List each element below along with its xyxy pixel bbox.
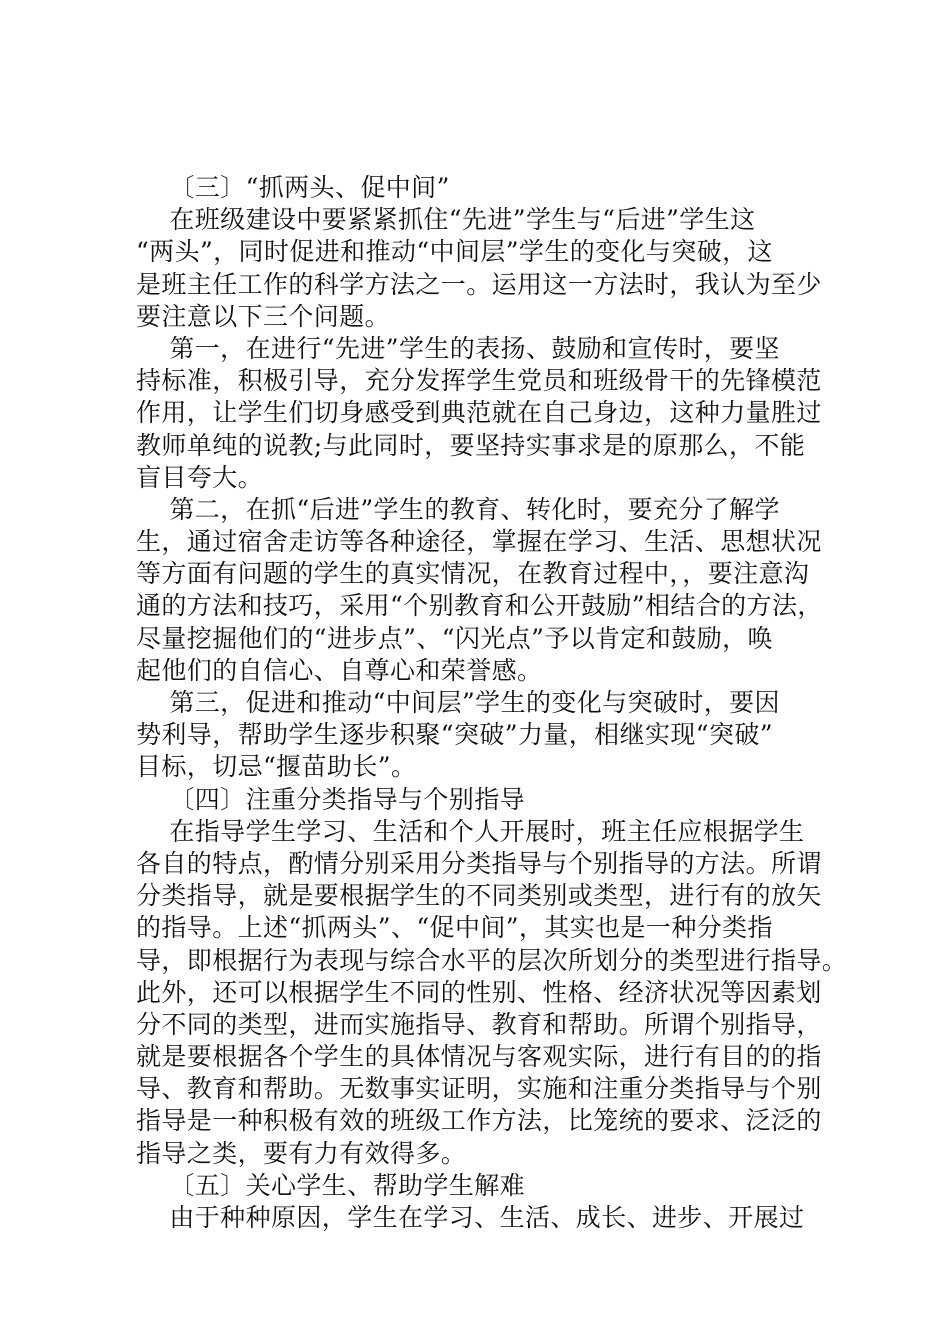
text-line: “两头”，同时促进和推动“中间层”学生的变化与突破，这 xyxy=(136,237,773,267)
text-line: 盲目夸大。 xyxy=(136,462,264,492)
text-line: 导、教育和帮助。无数事实证明，实施和注重分类指导与个别 xyxy=(136,1074,822,1104)
text-line: 各自的特点，酌情分别采用分类指导与个别指导的方法。所谓 xyxy=(136,848,822,878)
text-line: 在指导学生学习、生活和个人开展时，班主任应根据学生 xyxy=(136,816,805,846)
text-line: 指导是一种积极有效的班级工作方法，比笼统的要求、泛泛的 xyxy=(136,1106,822,1136)
text-line: 持标准，积极引导，充分发挥学生党员和班级骨干的先锋模范 xyxy=(136,366,822,396)
text-line-heading-3: 〔三〕“抓两头、促中间” xyxy=(136,173,450,202)
text-line: 就是要根据各个学生的具体情况与客观实际，进行有目的的指 xyxy=(136,1042,822,1072)
text-line: 作用，让学生们切身感受到典范就在自己身边，这种力量胜过 xyxy=(136,398,822,428)
text-line: 第一，在进行“先进”学生的表扬、鼓励和宣传时，要坚 xyxy=(136,333,780,363)
document-body xyxy=(136,172,848,1234)
text-line: 起他们的自信心、自尊心和荣誉感。 xyxy=(136,655,543,685)
text-line: 在班级建设中要紧紧抓住“先进”学生与“后进”学生这 xyxy=(136,205,756,235)
text-line: 由于种种原因，学生在学习、生活、成长、进步、开展过 xyxy=(136,1203,805,1232)
text-line: 此外，还可以根据学生不同的性别、性格、经济状况等因素划 xyxy=(136,977,822,1007)
text-line: 分类指导，就是要根据学生的不同类别或类型，进行有的放矢 xyxy=(136,881,822,911)
text-line: 第二，在抓“后进”学生的教育、转化时，要充分了解学 xyxy=(136,494,780,524)
text-line: 指导之类，要有力有效得多。 xyxy=(136,1138,467,1168)
text-line: 等方面有问题的学生的真实情况，在教育过程中，，要注意沟 xyxy=(136,559,810,589)
text-line: 的指导。上述“抓两头”、“促中间”，其实也是一种分类指 xyxy=(136,913,773,943)
text-line-heading-4: 〔四〕注重分类指导与个别指导 xyxy=(136,784,525,814)
text-line: 要注意以下三个问题。 xyxy=(136,301,391,331)
text-line-heading-5: 〔五〕关心学生、帮助学生解难 xyxy=(136,1170,525,1200)
text-line: 生，通过宿舍走访等各种途径，掌握在学习、生活、思想状况 xyxy=(136,527,822,557)
text-line: 尽量挖掘他们的“进步点”、“闪光点”予以肯定和鼓励，唤 xyxy=(136,623,773,653)
text-line: 导，即根据行为表现与综合水平的层次所划分的类型进行指导。 xyxy=(136,945,848,975)
text-line: 是班主任工作的科学方法之一。运用这一方法时，我认为至少 xyxy=(136,269,822,299)
text-line: 第三，促进和推动“中间层”学生的变化与突破时，要因 xyxy=(136,688,780,717)
text-line: 势利导，帮助学生逐步积聚“突破”力量，相继实现“突破” xyxy=(136,720,773,750)
text-line: 教师单纯的说教;与此同时，要坚持实事求是的原那么，不能 xyxy=(136,430,806,460)
text-line: 目标，切忌“揠苗助长”。 xyxy=(136,752,417,782)
text-line: 通的方法和技巧，采用“个别教育和公开鼓励”相结合的方法， xyxy=(136,591,823,621)
text-line: 分不同的类型，进而实施指导、教育和帮助。所谓个别指导， xyxy=(136,1009,822,1039)
